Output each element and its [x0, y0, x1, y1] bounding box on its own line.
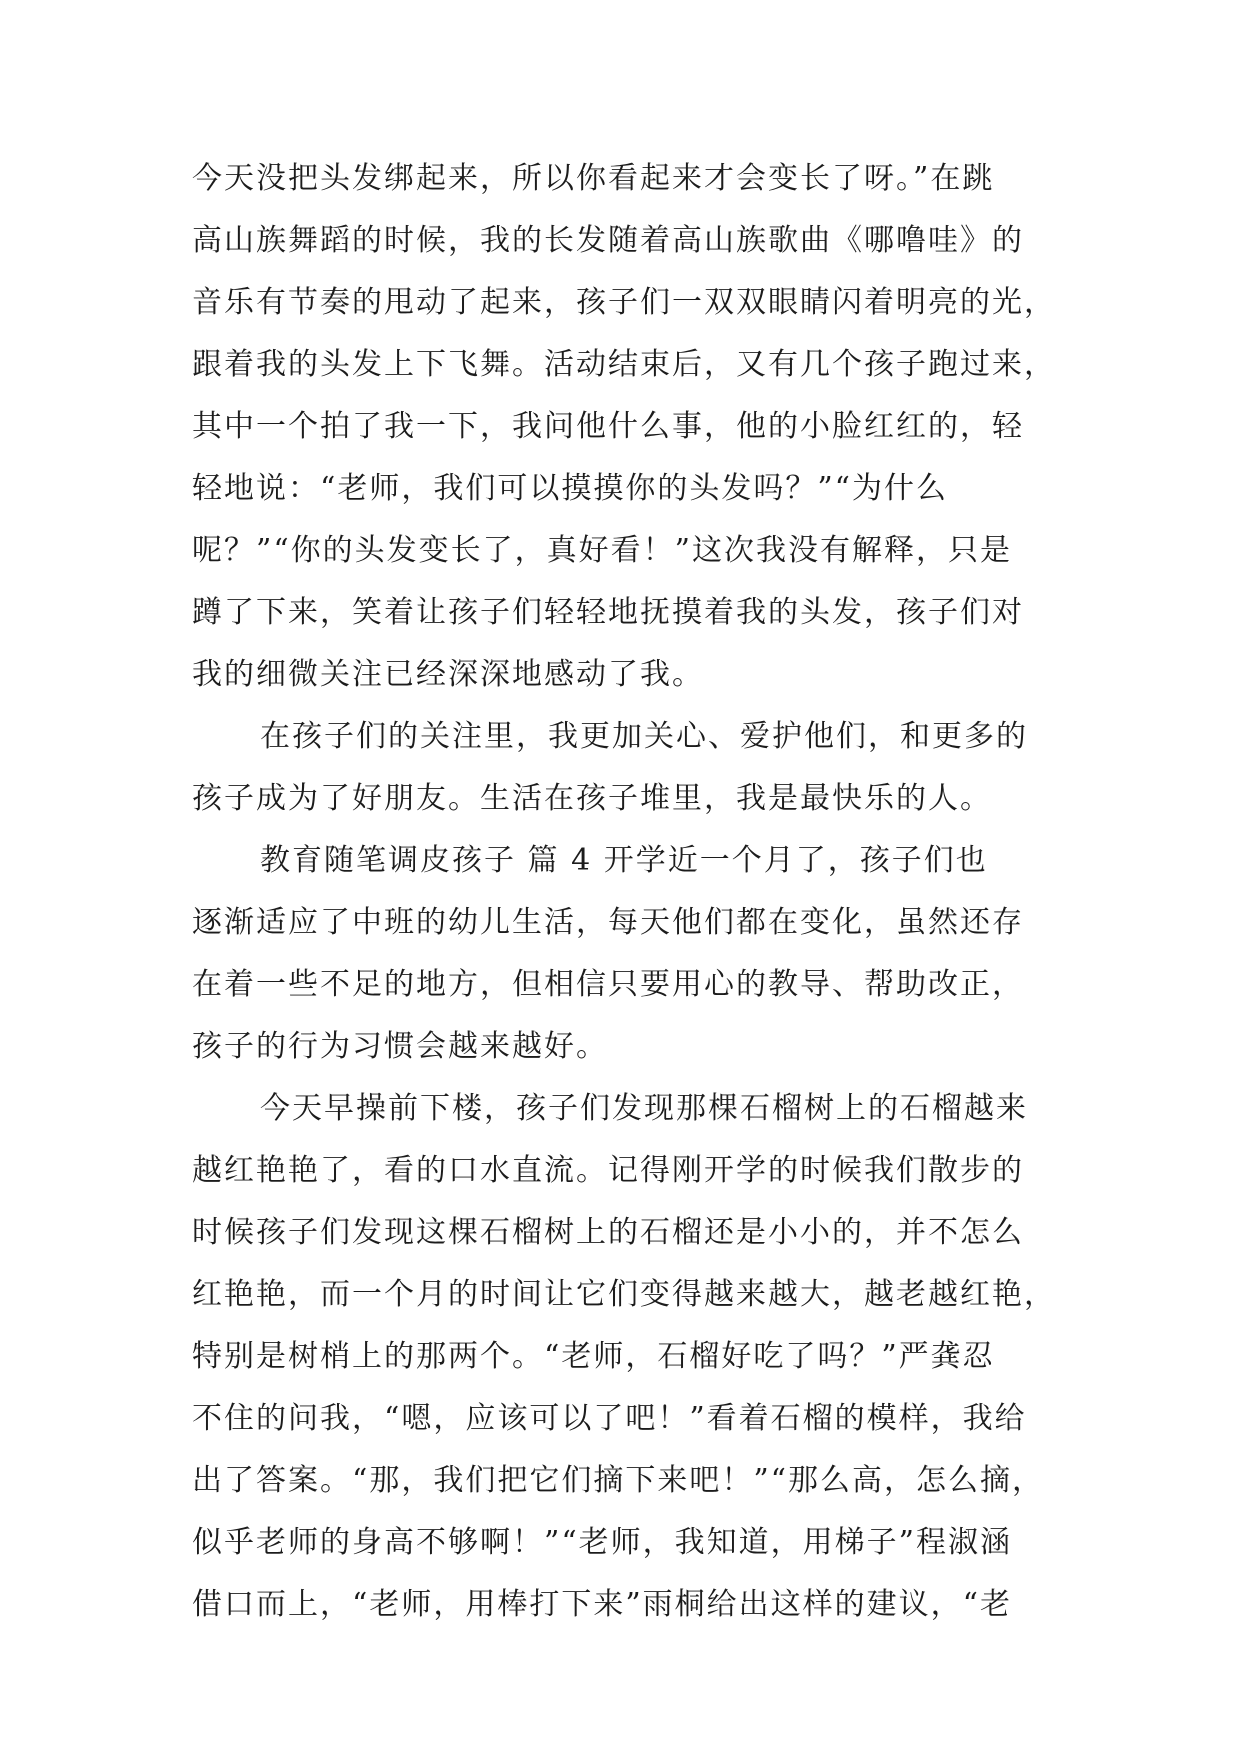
text-line: 借口而上，“老师，用棒打下来”雨桐给出这样的建议，“老 [192, 1587, 1013, 1622]
paragraph-start-line: 今天早操前下楼，孩子们发现那棵石榴树上的石榴越来 [260, 1091, 1028, 1126]
text-line: 出了答案。“那，我们把它们摘下来吧！”“那么高，怎么摘， [192, 1463, 1045, 1498]
text-line: 红艳艳，而一个月的时间让它们变得越来越大，越老越红艳， [192, 1277, 1056, 1312]
text-line: 在着一些不足的地方，但相信只要用心的教导、帮助改正， [192, 967, 1024, 1002]
text-line: 今天没把头发绑起来，所以你看起来才会变长了呀。”在跳 [192, 161, 995, 196]
text-line: 特别是树梢上的那两个。“老师，石榴好吃了吗？”严龚忍 [192, 1339, 995, 1374]
text-line: 时候孩子们发现这棵石榴树上的石榴还是小小的，并不怎么 [192, 1215, 1024, 1250]
section-heading-line: 教育随笔调皮孩子 篇 4 开学近一个月了，孩子们也 [260, 843, 988, 878]
text-line: 音乐有节奏的甩动了起来，孩子们一双双眼睛闪着明亮的光， [192, 285, 1056, 320]
paragraph-start-line: 在孩子们的关注里，我更加关心、爱护他们，和更多的 [260, 719, 1028, 754]
text-line: 我的细微关注已经深深地感动了我。 [192, 657, 704, 692]
text-line: 跟着我的头发上下飞舞。活动结束后，又有几个孩子跑过来， [192, 347, 1056, 382]
text-line: 其中一个拍了我一下，我问他什么事，他的小脸红红的，轻 [192, 409, 1024, 444]
text-line: 孩子的行为习惯会越来越好。 [192, 1029, 608, 1064]
text-line: 越红艳艳了，看的口水直流。记得刚开学的时候我们散步的 [192, 1153, 1024, 1188]
text-line: 孩子成为了好朋友。生活在孩子堆里，我是最快乐的人。 [192, 781, 992, 816]
text-line: 蹲了下来，笑着让孩子们轻轻地抚摸着我的头发，孩子们对 [192, 595, 1024, 630]
text-line: 高山族舞蹈的时候，我的长发随着高山族歌曲《哪噜哇》的 [192, 223, 1024, 258]
text-line: 不住的问我，“嗯，应该可以了吧！”看着石榴的模样，我给 [192, 1401, 1027, 1436]
text-line: 逐渐适应了中班的幼儿生活，每天他们都在变化，虽然还存 [192, 905, 1024, 940]
text-line: 呢？”“你的头发变长了，真好看！”这次我没有解释，只是 [192, 533, 1013, 568]
text-line: 轻地说：“老师，我们可以摸摸你的头发吗？”“为什么 [192, 471, 949, 506]
text-line: 似乎老师的身高不够啊！”“老师，我知道，用梯子”程淑涵 [192, 1525, 1013, 1560]
